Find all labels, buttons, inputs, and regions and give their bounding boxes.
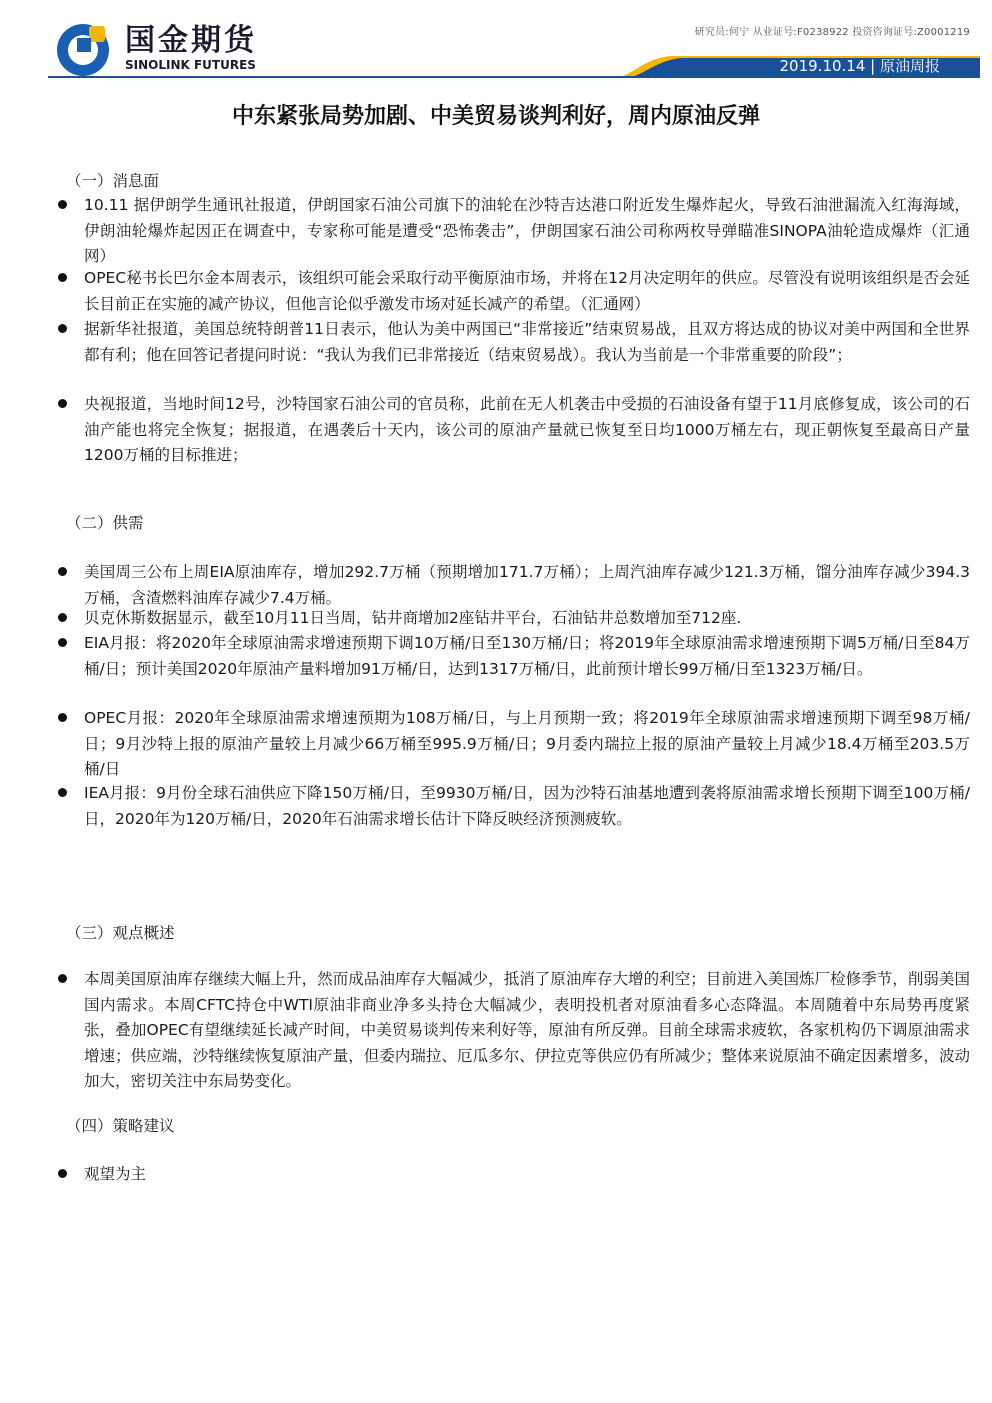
bullet-icon [58, 713, 67, 722]
bullet-icon [58, 638, 67, 647]
report-title: 中东紧张局势加剧、中美贸易谈判利好，周内原油反弹 [231, 104, 760, 129]
list-item-text: 贝克休斯数据显示，截至10月11日当周，钻井商增加2座钻井平台，石油钻井总数增加至712座. [84, 609, 742, 627]
bullet-icon [58, 324, 67, 333]
list-item-text: 央视报道，当地时间12号，沙特国家石油公司的官员称，此前在无人机袭击中受损的石油设备有望于11月底修复成，该公司的石油产能也将完全恢复；据报道，在遇袭后十天内，该公司的原油产量就已恢复至日均1000万桶左右，现正朝恢复至最高日产量1200万桶的目标推进； [84, 395, 970, 464]
list-item-text: 本周美国原油库存继续大幅上升，然而成品油库存大幅减少，抵消了原油库存大增的利空；目前进入美国炼厂检修季节，削弱美国国内需求。本周CFTC持仓中WTI原油非商业净多头持仓大幅减少，表明投机者对原油看多心态降温。本周随着中东局势再度紧张，叠加OPEC有望继续延长减产时间，中美贸易谈判传来利好等，原油有所反弹。目前全球需求疲软，各家机构仍下调原油需求增速；供应端，沙特继续恢复原油产量，但委内瑞拉、厄瓜多尔、伊拉克等供应仍有所减少；整体来说原油不确定因素增多，波动加大，密切关注中东局势变化。 [84, 970, 970, 1090]
bullet-icon [58, 788, 67, 797]
logo-english-name: SINOLINK FUTURES [125, 58, 256, 72]
analyst-credits: 研究员:何宁 从业证号:F0238922 投资咨询证号:Z0001219 [694, 27, 970, 38]
list-item-text: 美国周三公布上周EIA原油库存，增加292.7万桶（预期增加171.7万桶）；上周汽油库存减少121.3万桶，馏分油库存减少394.3万桶，含渣燃料油库存减少7.4万桶。 [84, 563, 970, 607]
bullet-icon [58, 567, 67, 576]
date-separator: | [865, 57, 880, 75]
bullet-icon [58, 273, 67, 282]
header-rule [48, 76, 980, 78]
section-heading-strategy: （四）策略建议 [66, 1117, 175, 1135]
bullet-icon [58, 399, 67, 408]
sinolink-logo-icon [55, 18, 115, 78]
list-item-text: EIA月报：将2020年全球原油需求增速预期下调10万桶/日至130万桶/日；将2019年全球原油需求增速预期下调5万桶/日至84万桶/日；预计美国2020年原油产量料增加91万桶/日，达到1317万桶/日，此前预计增长99万桶/日至1323万桶/日。 [84, 634, 970, 678]
bullet-icon [58, 613, 67, 622]
bullet-icon [58, 1169, 67, 1178]
logo-chinese-name: 国金期货 [125, 23, 257, 58]
list-item-text: IEA月报：9月份全球石油供应下降150万桶/日，至9930万桶/日，因为沙特石油基地遭到袭将原油需求增长预期下调至100万桶/日，2020年为120万桶/日，2020年石油需求增长估计下降反映经济预测疲软。 [84, 784, 970, 828]
report-date-type [780, 57, 941, 75]
list-item-text: OPEC月报：2020年全球原油需求增速预期为108万桶/日，与上月预期一致；将2019年全球原油需求增速预期下调至98万桶/日；9月沙特上报的原油产量较上月减少66万桶至995.9万桶/日；9月委内瑞拉上报的原油产量较上月减少18.4万桶至203.5万桶/日 [84, 709, 970, 778]
company-logo [55, 18, 291, 78]
report-type: 原油周报 [879, 57, 940, 75]
list-item-text: OPEC秘书长巴尔金本周表示，该组织可能会采取行动平衡原油市场，并将在12月决定明年的供应。尽管没有说明该组织是否会延长目前正在实施的减产协议，但他言论似乎激发市场对延长减产的希望。（汇通网） [84, 269, 970, 313]
bullet-icon [58, 200, 67, 209]
list-item-text: 观望为主 [84, 1165, 147, 1183]
bullet-icon [58, 974, 67, 983]
report-date: 2019.10.14 [779, 57, 866, 75]
section-heading-news: （一）消息面 [66, 172, 160, 190]
section-heading-outlook: （三）观点概述 [66, 924, 175, 942]
section-heading-supply-demand: （二）供需 [66, 514, 144, 532]
list-item-text: 据新华社报道，美国总统特朗普11日表示，他认为美中两国已“非常接近”结束贸易战，且双方将达成的协议对美中两国和全世界都有利；他在回答记者提问时说：“我认为我们已非常接近（结束贸易战）。我认为当前是一个非常重要的阶段”； [84, 320, 970, 364]
list-item-text: 10.11 据伊朗学生通讯社报道，伊朗国家石油公司旗下的油轮在沙特吉达港口附近发生爆炸起火，导致石油泄漏流入红海海域，伊朗油轮爆炸起因正在调查中，专家称可能是遭受“恐怖袭击”，伊朗国家石油公司称两枚导弹瞄准SINOPA油轮造成爆炸（汇通网） [84, 196, 970, 265]
